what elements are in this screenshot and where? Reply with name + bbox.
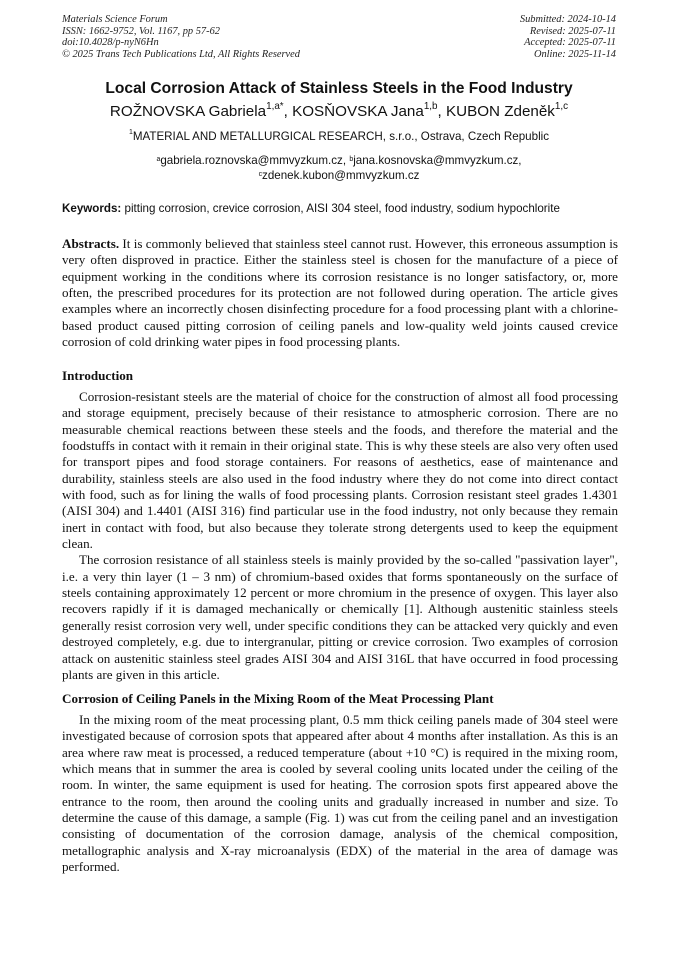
section-ceiling-panels (62, 712, 618, 875)
author-name: KUBON Zdeněk (446, 103, 555, 120)
author-affiliation-mark: 1,a* (266, 101, 284, 112)
author-separator: , (437, 103, 446, 120)
section-introduction (62, 389, 618, 683)
affiliation (0, 130, 678, 143)
keywords (62, 202, 618, 215)
section-heading-introduction: Introduction (62, 368, 134, 383)
email-link[interactable]: zdenek.kubon@mmvyzkum.cz (262, 169, 420, 182)
journal-issn: ISSN: 1662-9752, Vol. 1167, pp 57-62 (62, 25, 220, 37)
author-name: KOSŇOVSKA Jana (292, 103, 424, 120)
affiliation-mark: 1 (128, 129, 133, 136)
email-separator: , (518, 154, 522, 167)
section-heading-ceiling-panels: Corrosion of Ceiling Panels in the Mixing Room of the Meat Processing Plant (62, 691, 494, 706)
accepted-date: Accepted: 2025-07-11 (524, 37, 616, 48)
paragraph: Corrosion-resistant steels are the material of choice for the construction of almost all food processing and storage equipment, precisely because of their resistance to atmospheric corrosion. There are no measurable chemical reactions between these steels and the foods, and therefore the material and the foodstuffs in contact with it remain in their original state. This is why these steels are also very often used for transport pipes and food storage containers. For reasons of aesthetics, ease of maintenance and durability, stainless steels are also used in the food industry where they do not come into direct contact with food, such as for lining the walls of food processing plants. Corrosion resistant steel grades 1.4301 (AISI 304) and 1.4401 (AISI 316) find particular use in the food industry, not only because they remain inert in contact with food, but also because they tolerate strong detergents used to keep the equipment clean. (62, 389, 618, 552)
abstract-label: Abstracts. (62, 236, 120, 251)
author-list (0, 103, 678, 120)
online-date: Online: 2025-11-14 (533, 48, 616, 60)
keywords-label: Keywords: (62, 202, 122, 215)
email-mark: b (349, 156, 354, 163)
revised-date: Revised: 2025-07-11 (529, 25, 616, 37)
journal-name: Materials Science Forum (62, 14, 168, 25)
author-affiliation-mark: 1,c (554, 101, 569, 112)
submitted-date: Submitted: 2024-10-14 (519, 14, 616, 25)
author-separator: , (283, 103, 293, 120)
email-mark: a (156, 156, 161, 163)
author-affiliation-mark: 1,b (423, 101, 438, 112)
paragraph: The corrosion resistance of all stainless steels is mainly provided by the so-called "passivation layer", i.e. a very thin layer (1 – 3 nm) of chromium-based oxides that forms spontaneously on the surface of steels containing approximately 12 percent or more chromium in the presence of oxygen. This layer also recovers rapidly if it is damaged mechanically or chemically [1]. Although austenitic stainless steels generally resist corrosion very well, under specific conditions they can be attacked very quickly and even destroyed completely, e.g. due to intergranular, pitting or crevice corrosion. Two examples of corrosion attack on austenitic stainless steel grades AISI 304 and AISI 316L that have occurred in food processing plants are given in this article. (62, 552, 618, 682)
email-separator: , (342, 154, 350, 167)
email-link[interactable]: jana.kosnovska@mmvyzkum.cz (353, 154, 519, 167)
copyright-notice: © 2025 Trans Tech Publications Ltd, All Rights Reserved (62, 48, 300, 60)
journal-doi: doi:10.4028/p-nyN6Hn (62, 37, 159, 48)
publication-dates (520, 14, 616, 60)
author-name: ROŽNOVSKA Gabriela (109, 103, 267, 120)
affiliation-text: MATERIAL AND METALLURGICAL RESEARCH, s.r.o., Ostrava, Czech Republic (132, 130, 550, 143)
author-emails (0, 153, 678, 183)
abstract (62, 236, 618, 350)
paragraph: In the mixing room of the meat processing plant, 0.5 mm thick ceiling panels made of 304 steel were investigated because of corrosion spots that appeared after about 4 months after installation. As this is an area where raw meat is processed, a reduced temperature (about +10 °C) is required in the mixing room, which means that in summer the area is cooled by several cooling units located under the ceiling of the room. In winter, the same equipment is used for heating. The corrosion spots first appeared above the entrance to the room, then around the cooling units and gradually increased in number and size. To determine the cause of this damage, a sample (Fig. 1) was cut from the ceiling panel and an investigation consisting of documentation of the corrosion damage, analysis of the chemical composition, metallographic analysis and X-ray microanalysis (EDX) of the material in the area of damage was performed. (62, 712, 618, 875)
email-mark: c (258, 171, 263, 178)
paper-title: Local Corrosion Attack of Stainless Steels in the Food Industry (105, 80, 573, 97)
keywords-text: pitting corrosion, crevice corrosion, AISI 304 steel, food industry, sodium hypochlorite (121, 202, 560, 215)
abstract-text: It is commonly believed that stainless steel cannot rust. However, this erroneous assumption is very often disproved in practice. Either the stainless steel is chosen for the manufacture of a piece of equipment working in the conditions where its corrosion resistance is no longer satisfactory, or, more often, the prescribed procedures for its protection are not followed during operation. The article gives examples where an incorrectly chosen disinfecting procedure for a food processing plant with a chlorine-based product caused pitting corrosion of ceiling panels and low-quality weld joints caused crevice corrosion of cold drinking water pipes in food processing plants. (62, 236, 618, 350)
email-link[interactable]: gabriela.roznovska@mmvyzkum.cz (160, 154, 343, 167)
journal-info (62, 14, 300, 60)
